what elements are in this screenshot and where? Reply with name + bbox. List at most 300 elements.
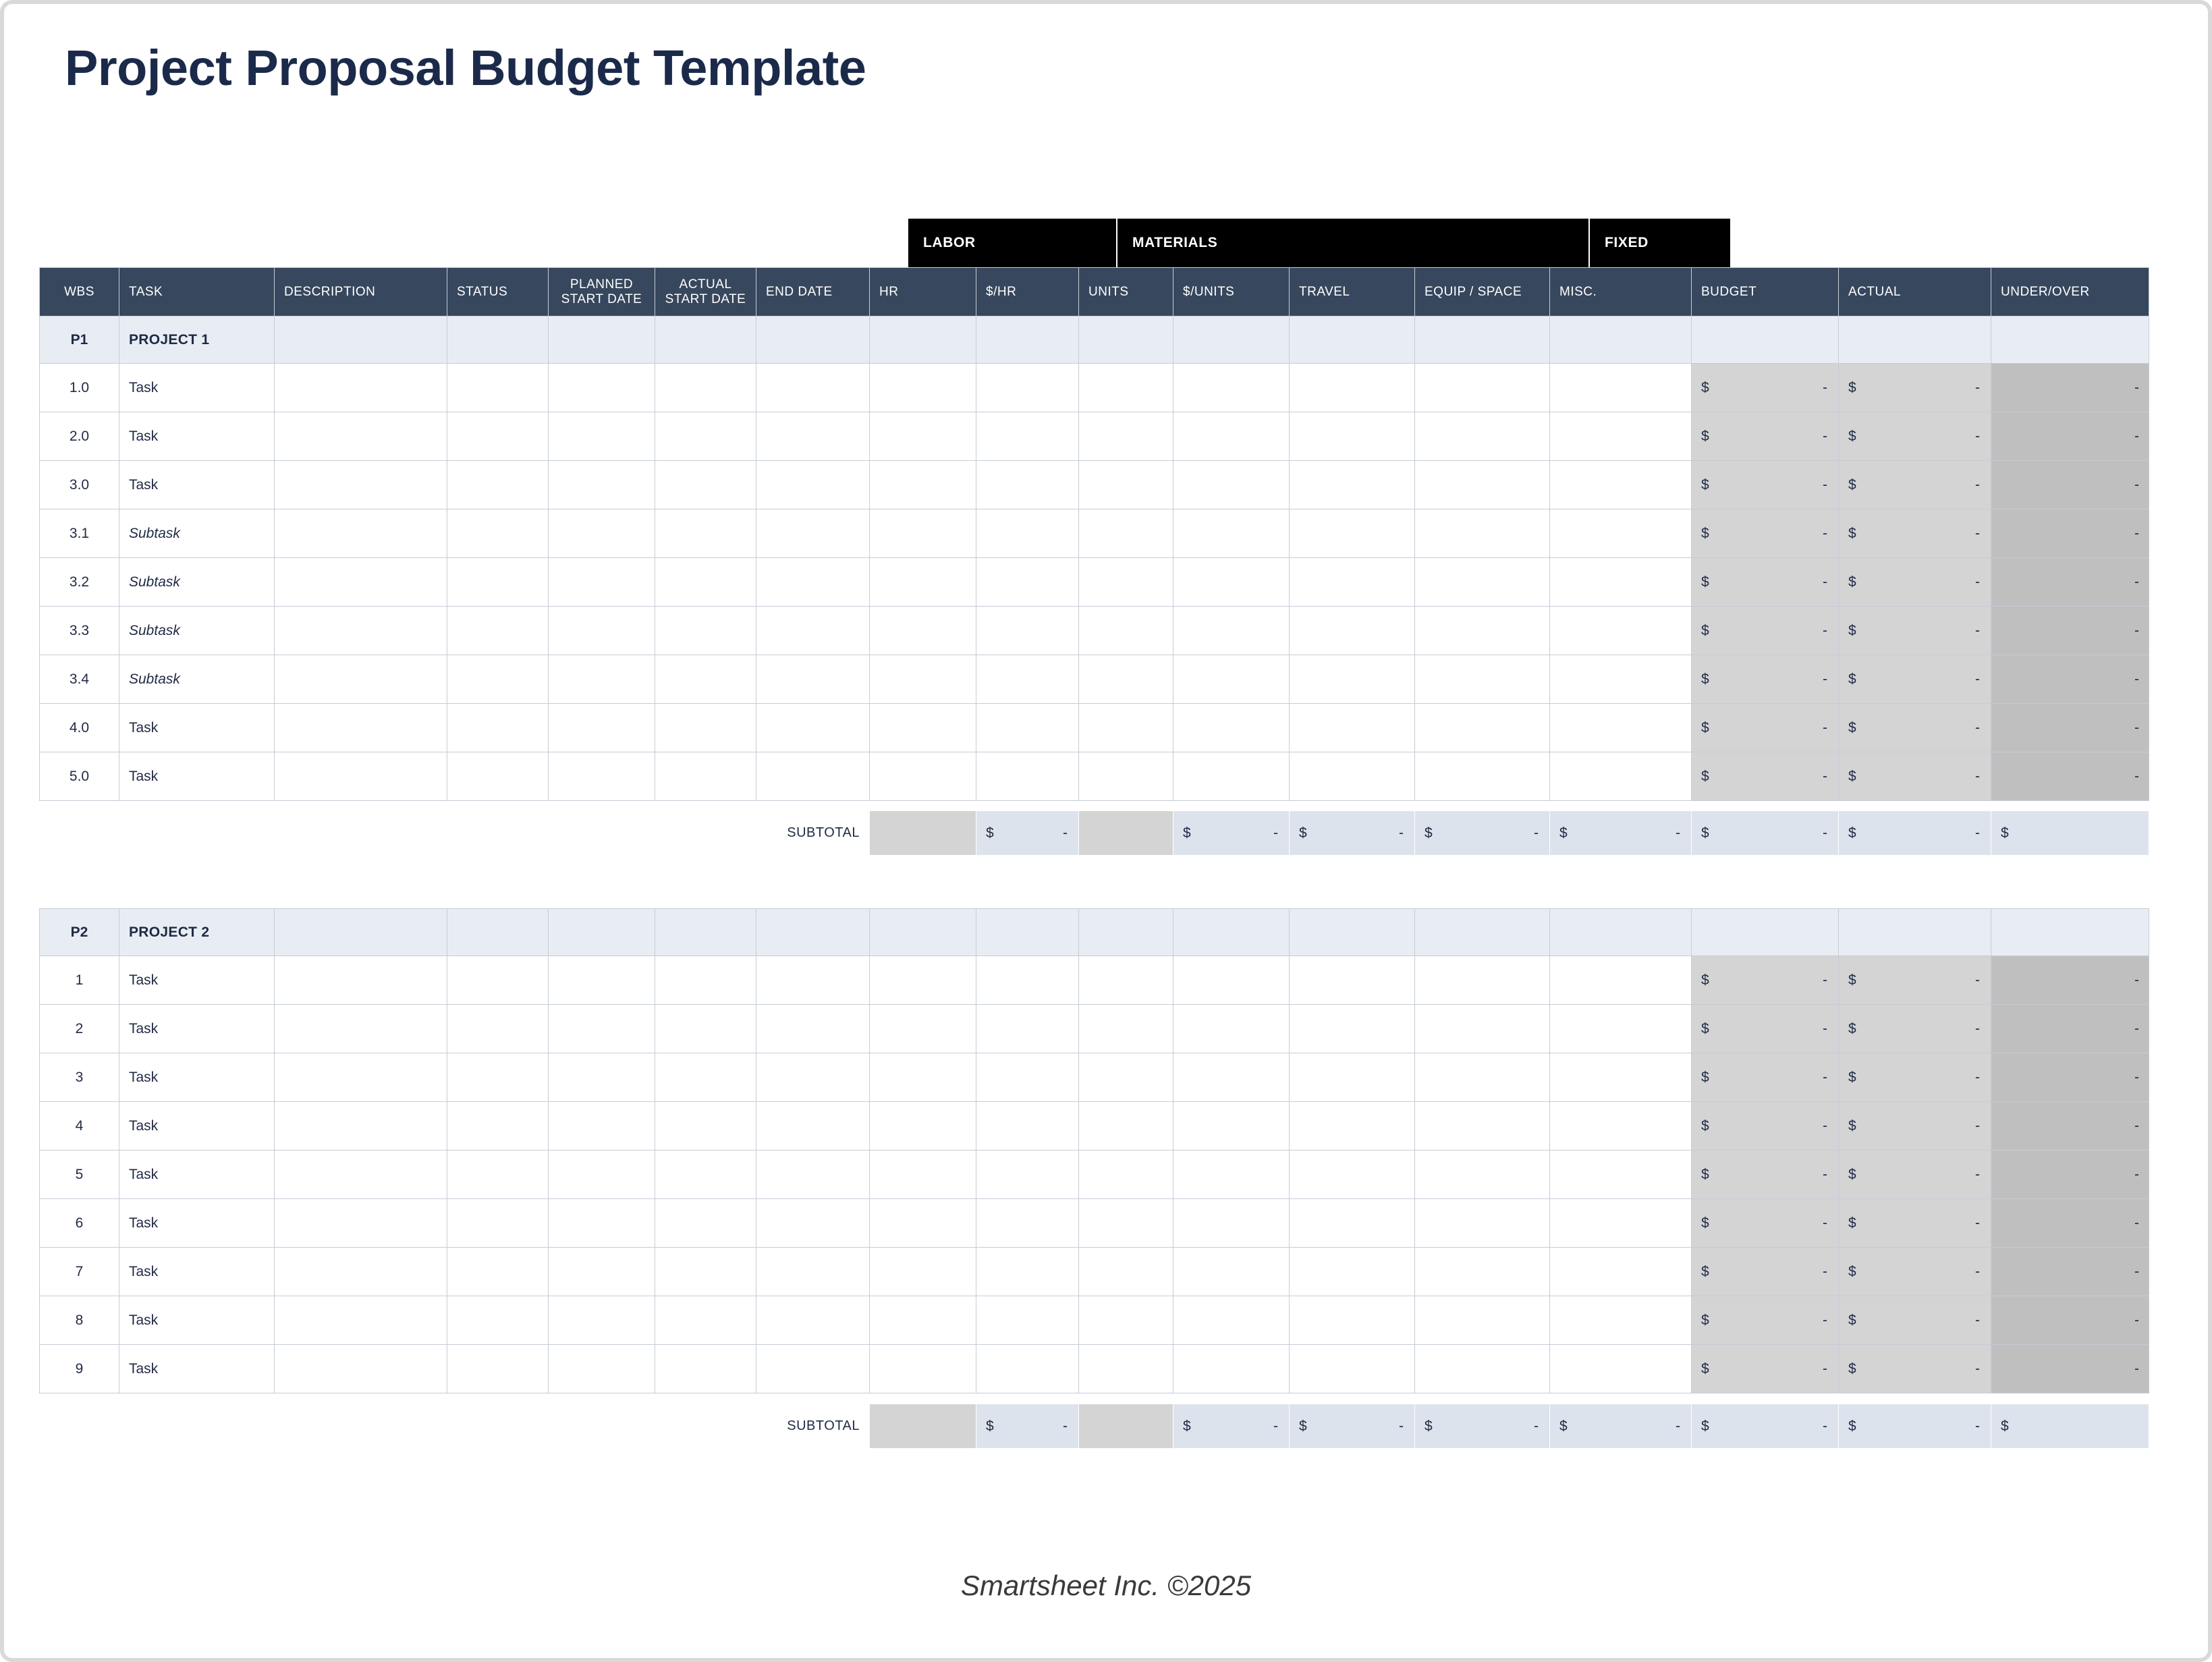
cell-per-units[interactable] <box>1173 1345 1290 1393</box>
cell-misc[interactable] <box>1550 509 1692 558</box>
cell-under-over[interactable]: - <box>1991 1151 2149 1199</box>
cell-per-units[interactable] <box>1173 1102 1290 1151</box>
cell-under-over[interactable]: - <box>1991 704 2149 752</box>
cell-budget[interactable] <box>1692 909 1839 956</box>
cell-equip-space[interactable] <box>1415 364 1550 412</box>
cell-units[interactable] <box>1079 1199 1173 1248</box>
cell-hr[interactable] <box>870 1151 976 1199</box>
cell-travel[interactable] <box>1290 558 1415 607</box>
cell-hr[interactable] <box>870 655 976 704</box>
cell-planned-start[interactable] <box>549 1199 655 1248</box>
cell-actual[interactable] <box>1839 704 1991 752</box>
cell-under-over[interactable]: - <box>1991 412 2149 461</box>
cell-equip-space[interactable] <box>1415 558 1550 607</box>
cell-hr[interactable] <box>870 1005 976 1053</box>
cell-end-date[interactable] <box>756 956 870 1005</box>
cell-budget[interactable] <box>1692 1053 1839 1102</box>
cell-description[interactable] <box>275 909 447 956</box>
cell-under-over[interactable]: - <box>1991 752 2149 801</box>
cell-budget[interactable] <box>1692 1005 1839 1053</box>
cell-description[interactable] <box>275 1151 447 1199</box>
cell-units[interactable] <box>1079 364 1173 412</box>
cell-hr[interactable] <box>870 1345 976 1393</box>
cell-per-hr[interactable] <box>976 1005 1079 1053</box>
cell-travel[interactable] <box>1290 1296 1415 1345</box>
cell-under-over[interactable]: - <box>1991 1248 2149 1296</box>
cell-under-over[interactable]: - <box>1991 607 2149 655</box>
cell-equip-space[interactable] <box>1415 1005 1550 1053</box>
cell-description[interactable] <box>275 1296 447 1345</box>
cell-description[interactable] <box>275 316 447 364</box>
cell-per-units[interactable] <box>1173 1053 1290 1102</box>
cell-description[interactable] <box>275 1005 447 1053</box>
cell-description[interactable] <box>275 558 447 607</box>
cell-actual-start[interactable] <box>655 956 756 1005</box>
cell-actual-start[interactable] <box>655 752 756 801</box>
cell-actual-start[interactable] <box>655 364 756 412</box>
cell-per-units[interactable] <box>1173 909 1290 956</box>
cell-per-hr[interactable] <box>976 1199 1079 1248</box>
cell-hr[interactable] <box>870 461 976 509</box>
cell-planned-start[interactable] <box>549 1345 655 1393</box>
cell-actual-start[interactable] <box>655 1053 756 1102</box>
cell-misc[interactable] <box>1550 655 1692 704</box>
cell-actual-start[interactable] <box>655 1296 756 1345</box>
cell-description[interactable] <box>275 704 447 752</box>
cell-per-hr[interactable] <box>976 1296 1079 1345</box>
cell-actual[interactable] <box>1839 752 1991 801</box>
cell-actual[interactable] <box>1839 316 1991 364</box>
cell-actual[interactable] <box>1839 509 1991 558</box>
cell-units[interactable] <box>1079 461 1173 509</box>
cell-end-date[interactable] <box>756 1248 870 1296</box>
cell-description[interactable] <box>275 1053 447 1102</box>
cell-equip-space[interactable] <box>1415 1199 1550 1248</box>
cell-budget[interactable] <box>1692 752 1839 801</box>
cell-hr[interactable] <box>870 412 976 461</box>
cell-description[interactable] <box>275 956 447 1005</box>
cell-per-units[interactable] <box>1173 1151 1290 1199</box>
cell-status[interactable] <box>447 558 549 607</box>
cell-actual-start[interactable] <box>655 655 756 704</box>
cell-per-hr[interactable] <box>976 364 1079 412</box>
cell-actual[interactable] <box>1839 1151 1991 1199</box>
cell-actual-start[interactable] <box>655 1345 756 1393</box>
cell-under-over[interactable]: - <box>1991 461 2149 509</box>
cell-per-units[interactable] <box>1173 1296 1290 1345</box>
cell-budget[interactable] <box>1692 412 1839 461</box>
cell-units[interactable] <box>1079 909 1173 956</box>
cell-end-date[interactable] <box>756 655 870 704</box>
cell-budget[interactable] <box>1692 1296 1839 1345</box>
cell-end-date[interactable] <box>756 1199 870 1248</box>
cell-per-units[interactable] <box>1173 1005 1290 1053</box>
cell-end-date[interactable] <box>756 509 870 558</box>
cell-misc[interactable] <box>1550 1345 1692 1393</box>
cell-actual[interactable] <box>1839 1102 1991 1151</box>
cell-under-over[interactable] <box>1991 316 2149 364</box>
cell-per-hr[interactable] <box>976 509 1079 558</box>
cell-under-over[interactable]: - <box>1991 509 2149 558</box>
cell-budget[interactable] <box>1692 558 1839 607</box>
cell-travel[interactable] <box>1290 1199 1415 1248</box>
cell-status[interactable] <box>447 1005 549 1053</box>
cell-travel[interactable] <box>1290 1053 1415 1102</box>
cell-budget[interactable] <box>1692 1248 1839 1296</box>
cell-actual[interactable] <box>1839 607 1991 655</box>
cell-under-over[interactable]: - <box>1991 364 2149 412</box>
cell-actual-start[interactable] <box>655 704 756 752</box>
cell-units[interactable] <box>1079 655 1173 704</box>
cell-equip-space[interactable] <box>1415 1151 1550 1199</box>
cell-budget[interactable] <box>1692 1151 1839 1199</box>
cell-per-units[interactable] <box>1173 1248 1290 1296</box>
cell-hr[interactable] <box>870 1053 976 1102</box>
cell-hr[interactable] <box>870 364 976 412</box>
cell-units[interactable] <box>1079 607 1173 655</box>
cell-description[interactable] <box>275 752 447 801</box>
cell-actual[interactable] <box>1839 655 1991 704</box>
cell-per-hr[interactable] <box>976 752 1079 801</box>
cell-end-date[interactable] <box>756 1053 870 1102</box>
cell-per-hr[interactable] <box>976 956 1079 1005</box>
cell-status[interactable] <box>447 316 549 364</box>
cell-planned-start[interactable] <box>549 364 655 412</box>
cell-end-date[interactable] <box>756 1151 870 1199</box>
cell-planned-start[interactable] <box>549 1053 655 1102</box>
cell-units[interactable] <box>1079 316 1173 364</box>
cell-budget[interactable] <box>1692 509 1839 558</box>
cell-per-units[interactable] <box>1173 956 1290 1005</box>
cell-misc[interactable] <box>1550 316 1692 364</box>
cell-misc[interactable] <box>1550 704 1692 752</box>
cell-travel[interactable] <box>1290 655 1415 704</box>
cell-hr[interactable] <box>870 558 976 607</box>
cell-travel[interactable] <box>1290 704 1415 752</box>
cell-per-units[interactable] <box>1173 704 1290 752</box>
cell-planned-start[interactable] <box>549 607 655 655</box>
cell-planned-start[interactable] <box>549 909 655 956</box>
cell-equip-space[interactable] <box>1415 1248 1550 1296</box>
cell-misc[interactable] <box>1550 461 1692 509</box>
cell-hr[interactable] <box>870 956 976 1005</box>
cell-planned-start[interactable] <box>549 1005 655 1053</box>
cell-under-over[interactable]: - <box>1991 655 2149 704</box>
cell-units[interactable] <box>1079 752 1173 801</box>
cell-under-over[interactable]: - <box>1991 1005 2149 1053</box>
cell-status[interactable] <box>447 364 549 412</box>
cell-end-date[interactable] <box>756 364 870 412</box>
cell-hr[interactable] <box>870 909 976 956</box>
cell-end-date[interactable] <box>756 704 870 752</box>
cell-planned-start[interactable] <box>549 412 655 461</box>
cell-status[interactable] <box>447 509 549 558</box>
cell-misc[interactable] <box>1550 1053 1692 1102</box>
cell-budget[interactable] <box>1692 316 1839 364</box>
cell-budget[interactable] <box>1692 1199 1839 1248</box>
cell-budget[interactable] <box>1692 704 1839 752</box>
cell-per-hr[interactable] <box>976 1102 1079 1151</box>
cell-budget[interactable] <box>1692 655 1839 704</box>
cell-per-units[interactable] <box>1173 558 1290 607</box>
cell-actual[interactable] <box>1839 364 1991 412</box>
cell-equip-space[interactable] <box>1415 704 1550 752</box>
cell-per-units[interactable] <box>1173 412 1290 461</box>
cell-end-date[interactable] <box>756 909 870 956</box>
cell-per-hr[interactable] <box>976 1053 1079 1102</box>
cell-status[interactable] <box>447 461 549 509</box>
cell-actual[interactable] <box>1839 461 1991 509</box>
cell-actual-start[interactable] <box>655 1102 756 1151</box>
cell-units[interactable] <box>1079 1296 1173 1345</box>
cell-travel[interactable] <box>1290 316 1415 364</box>
cell-per-hr[interactable] <box>976 1345 1079 1393</box>
cell-planned-start[interactable] <box>549 1296 655 1345</box>
cell-misc[interactable] <box>1550 412 1692 461</box>
cell-planned-start[interactable] <box>549 558 655 607</box>
cell-misc[interactable] <box>1550 364 1692 412</box>
cell-units[interactable] <box>1079 1005 1173 1053</box>
cell-status[interactable] <box>447 607 549 655</box>
cell-actual[interactable] <box>1839 1053 1991 1102</box>
cell-travel[interactable] <box>1290 364 1415 412</box>
cell-units[interactable] <box>1079 1102 1173 1151</box>
cell-hr[interactable] <box>870 1199 976 1248</box>
cell-per-hr[interactable] <box>976 1248 1079 1296</box>
cell-equip-space[interactable] <box>1415 509 1550 558</box>
cell-travel[interactable] <box>1290 1248 1415 1296</box>
cell-status[interactable] <box>447 1296 549 1345</box>
cell-misc[interactable] <box>1550 1199 1692 1248</box>
cell-end-date[interactable] <box>756 1102 870 1151</box>
cell-equip-space[interactable] <box>1415 752 1550 801</box>
cell-status[interactable] <box>447 1102 549 1151</box>
cell-planned-start[interactable] <box>549 655 655 704</box>
cell-actual-start[interactable] <box>655 909 756 956</box>
cell-actual[interactable] <box>1839 558 1991 607</box>
cell-per-hr[interactable] <box>976 412 1079 461</box>
cell-actual[interactable] <box>1839 956 1991 1005</box>
cell-actual-start[interactable] <box>655 607 756 655</box>
cell-actual[interactable] <box>1839 412 1991 461</box>
cell-actual[interactable] <box>1839 1248 1991 1296</box>
cell-planned-start[interactable] <box>549 752 655 801</box>
cell-units[interactable] <box>1079 704 1173 752</box>
cell-actual-start[interactable] <box>655 412 756 461</box>
cell-per-hr[interactable] <box>976 655 1079 704</box>
cell-status[interactable] <box>447 1053 549 1102</box>
cell-actual-start[interactable] <box>655 509 756 558</box>
cell-hr[interactable] <box>870 1102 976 1151</box>
cell-equip-space[interactable] <box>1415 1053 1550 1102</box>
cell-per-hr[interactable] <box>976 909 1079 956</box>
cell-status[interactable] <box>447 909 549 956</box>
cell-actual[interactable] <box>1839 1345 1991 1393</box>
cell-per-hr[interactable] <box>976 607 1079 655</box>
cell-per-units[interactable] <box>1173 364 1290 412</box>
cell-misc[interactable] <box>1550 607 1692 655</box>
cell-misc[interactable] <box>1550 752 1692 801</box>
cell-travel[interactable] <box>1290 1102 1415 1151</box>
cell-status[interactable] <box>447 655 549 704</box>
cell-equip-space[interactable] <box>1415 655 1550 704</box>
cell-units[interactable] <box>1079 1151 1173 1199</box>
cell-travel[interactable] <box>1290 752 1415 801</box>
cell-status[interactable] <box>447 1151 549 1199</box>
cell-status[interactable] <box>447 704 549 752</box>
cell-hr[interactable] <box>870 1296 976 1345</box>
cell-under-over[interactable]: - <box>1991 956 2149 1005</box>
cell-end-date[interactable] <box>756 752 870 801</box>
cell-equip-space[interactable] <box>1415 909 1550 956</box>
cell-travel[interactable] <box>1290 412 1415 461</box>
cell-misc[interactable] <box>1550 1102 1692 1151</box>
cell-actual-start[interactable] <box>655 1151 756 1199</box>
cell-status[interactable] <box>447 956 549 1005</box>
cell-per-units[interactable] <box>1173 607 1290 655</box>
cell-planned-start[interactable] <box>549 1102 655 1151</box>
cell-under-over[interactable]: - <box>1991 1053 2149 1102</box>
cell-actual-start[interactable] <box>655 558 756 607</box>
cell-end-date[interactable] <box>756 412 870 461</box>
cell-planned-start[interactable] <box>549 509 655 558</box>
cell-per-units[interactable] <box>1173 316 1290 364</box>
cell-budget[interactable] <box>1692 461 1839 509</box>
cell-misc[interactable] <box>1550 1296 1692 1345</box>
cell-end-date[interactable] <box>756 316 870 364</box>
cell-hr[interactable] <box>870 509 976 558</box>
cell-end-date[interactable] <box>756 558 870 607</box>
cell-misc[interactable] <box>1550 1005 1692 1053</box>
cell-per-units[interactable] <box>1173 655 1290 704</box>
cell-status[interactable] <box>447 1199 549 1248</box>
cell-planned-start[interactable] <box>549 461 655 509</box>
cell-budget[interactable] <box>1692 1102 1839 1151</box>
cell-end-date[interactable] <box>756 1345 870 1393</box>
cell-hr[interactable] <box>870 704 976 752</box>
cell-actual-start[interactable] <box>655 1005 756 1053</box>
cell-description[interactable] <box>275 655 447 704</box>
cell-end-date[interactable] <box>756 461 870 509</box>
cell-hr[interactable] <box>870 316 976 364</box>
cell-hr[interactable] <box>870 752 976 801</box>
cell-equip-space[interactable] <box>1415 1345 1550 1393</box>
cell-equip-space[interactable] <box>1415 316 1550 364</box>
cell-actual[interactable] <box>1839 1296 1991 1345</box>
cell-description[interactable] <box>275 1102 447 1151</box>
cell-planned-start[interactable] <box>549 956 655 1005</box>
cell-description[interactable] <box>275 1199 447 1248</box>
cell-per-hr[interactable] <box>976 1151 1079 1199</box>
cell-misc[interactable] <box>1550 1248 1692 1296</box>
cell-equip-space[interactable] <box>1415 956 1550 1005</box>
cell-under-over[interactable]: - <box>1991 1102 2149 1151</box>
cell-travel[interactable] <box>1290 509 1415 558</box>
cell-units[interactable] <box>1079 1053 1173 1102</box>
cell-equip-space[interactable] <box>1415 461 1550 509</box>
cell-under-over[interactable]: - <box>1991 1199 2149 1248</box>
cell-description[interactable] <box>275 607 447 655</box>
cell-travel[interactable] <box>1290 909 1415 956</box>
cell-travel[interactable] <box>1290 607 1415 655</box>
cell-actual-start[interactable] <box>655 316 756 364</box>
cell-budget[interactable] <box>1692 364 1839 412</box>
cell-equip-space[interactable] <box>1415 1296 1550 1345</box>
cell-travel[interactable] <box>1290 956 1415 1005</box>
cell-actual[interactable] <box>1839 1005 1991 1053</box>
cell-travel[interactable] <box>1290 1345 1415 1393</box>
cell-description[interactable] <box>275 1248 447 1296</box>
cell-description[interactable] <box>275 1345 447 1393</box>
cell-per-units[interactable] <box>1173 461 1290 509</box>
cell-actual-start[interactable] <box>655 1199 756 1248</box>
cell-per-hr[interactable] <box>976 316 1079 364</box>
cell-budget[interactable] <box>1692 607 1839 655</box>
cell-budget[interactable] <box>1692 956 1839 1005</box>
cell-actual[interactable] <box>1839 1199 1991 1248</box>
cell-travel[interactable] <box>1290 461 1415 509</box>
cell-per-units[interactable] <box>1173 509 1290 558</box>
cell-actual-start[interactable] <box>655 1248 756 1296</box>
cell-misc[interactable] <box>1550 956 1692 1005</box>
cell-per-hr[interactable] <box>976 558 1079 607</box>
cell-under-over[interactable] <box>1991 909 2149 956</box>
cell-misc[interactable] <box>1550 909 1692 956</box>
cell-status[interactable] <box>447 1345 549 1393</box>
cell-status[interactable] <box>447 752 549 801</box>
cell-misc[interactable] <box>1550 558 1692 607</box>
cell-units[interactable] <box>1079 1248 1173 1296</box>
cell-description[interactable] <box>275 364 447 412</box>
cell-under-over[interactable]: - <box>1991 1296 2149 1345</box>
cell-under-over[interactable]: - <box>1991 558 2149 607</box>
cell-planned-start[interactable] <box>549 1248 655 1296</box>
cell-status[interactable] <box>447 1248 549 1296</box>
cell-planned-start[interactable] <box>549 704 655 752</box>
cell-end-date[interactable] <box>756 1296 870 1345</box>
cell-units[interactable] <box>1079 509 1173 558</box>
cell-travel[interactable] <box>1290 1151 1415 1199</box>
cell-equip-space[interactable] <box>1415 412 1550 461</box>
cell-planned-start[interactable] <box>549 1151 655 1199</box>
cell-end-date[interactable] <box>756 607 870 655</box>
cell-planned-start[interactable] <box>549 316 655 364</box>
cell-under-over[interactable]: - <box>1991 1345 2149 1393</box>
cell-units[interactable] <box>1079 1345 1173 1393</box>
cell-actual[interactable] <box>1839 909 1991 956</box>
cell-description[interactable] <box>275 461 447 509</box>
cell-per-hr[interactable] <box>976 461 1079 509</box>
cell-budget[interactable] <box>1692 1345 1839 1393</box>
cell-end-date[interactable] <box>756 1005 870 1053</box>
cell-description[interactable] <box>275 509 447 558</box>
cell-misc[interactable] <box>1550 1151 1692 1199</box>
cell-per-units[interactable] <box>1173 1199 1290 1248</box>
cell-equip-space[interactable] <box>1415 607 1550 655</box>
cell-units[interactable] <box>1079 412 1173 461</box>
cell-per-hr[interactable] <box>976 704 1079 752</box>
cell-units[interactable] <box>1079 558 1173 607</box>
cell-hr[interactable] <box>870 1248 976 1296</box>
cell-hr[interactable] <box>870 607 976 655</box>
cell-units[interactable] <box>1079 956 1173 1005</box>
cell-per-units[interactable] <box>1173 752 1290 801</box>
cell-status[interactable] <box>447 412 549 461</box>
cell-actual-start[interactable] <box>655 461 756 509</box>
cell-description[interactable] <box>275 412 447 461</box>
cell-travel[interactable] <box>1290 1005 1415 1053</box>
cell-equip-space[interactable] <box>1415 1102 1550 1151</box>
